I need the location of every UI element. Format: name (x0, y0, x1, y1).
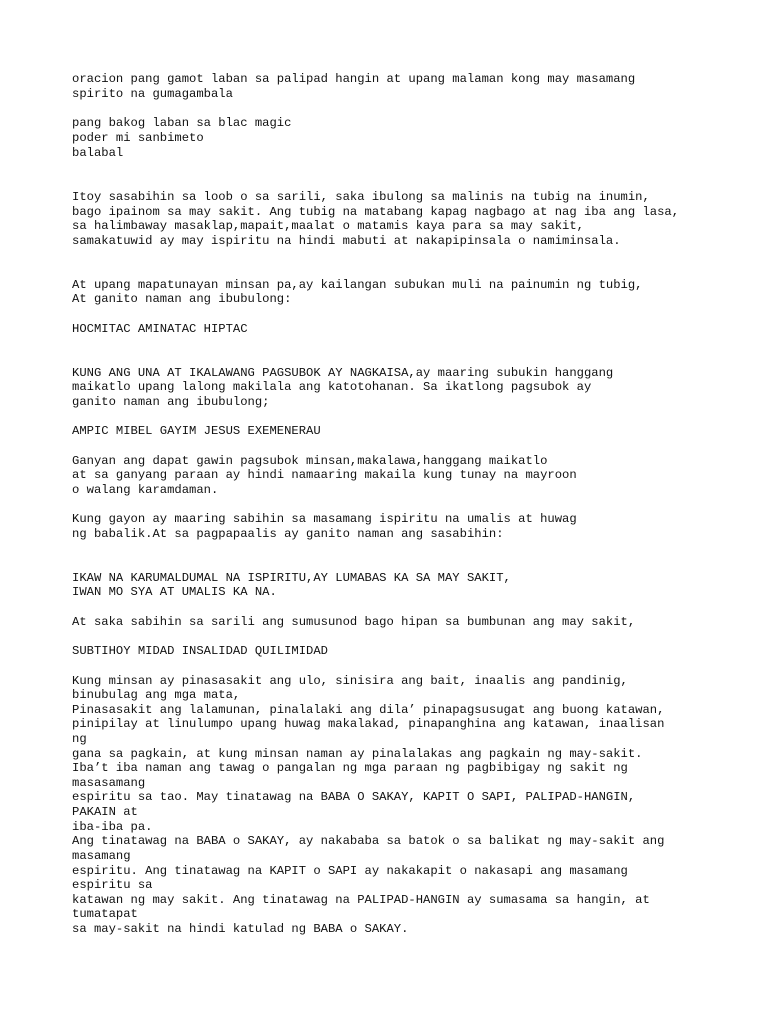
paragraph-line: gana sa pagkain, at kung minsan naman ay pinalalakas ang pagkain ng may-sakit. (72, 747, 643, 761)
paragraph-line: o walang karamdaman. (72, 483, 219, 497)
paragraph-line: Ang tinatawag na BABA o SAKAY, ay nakababa sa batok o sa balikat ng may-sakit ang (72, 834, 665, 848)
paragraph-line: maikatlo upang lalong makilala ang katotohanan. Sa ikatlong pagsubok ay (72, 380, 592, 394)
paragraph-line: At ganito naman ang ibubulong: (72, 292, 292, 306)
paragraph-line: masasamang (72, 776, 146, 790)
paragraph-line: ganito naman ang ibubulong; (72, 395, 270, 409)
intro-line: pang bakog laban sa blac magic (72, 116, 292, 130)
paragraph-line: PAKAIN at (72, 805, 138, 819)
paragraph-line: iba-iba pa. (72, 820, 153, 834)
document-title-line: spirito na gumagambala (72, 87, 233, 101)
command-line: IWAN MO SYA AT UMALIS KA NA. (72, 585, 277, 599)
paragraph-line: bago ipainom sa may sakit. Ang tubig na matabang kapag nagbago at nag iba ang lasa, (72, 205, 680, 219)
chant-line: AMPIC MIBEL GAYIM JESUS EXEMENERAU (72, 424, 321, 438)
paragraph-line: At upang mapatunayan minsan pa,ay kailangan subukan muli na painumin ng tubig, (72, 278, 643, 292)
document-title-line: oracion pang gamot laban sa palipad hangin at upang malaman kong may masamang (72, 72, 636, 86)
paragraph-line: tumatapat (72, 907, 138, 921)
paragraph-line: sa halimbaway masaklap,mapait,maalat o matamis kaya para sa may sakit, (72, 219, 584, 233)
paragraph-line: Pinasasakit ang lalamunan, pinalalaki ang dila’ pinapagsusugat ang buong katawan, (72, 703, 665, 717)
paragraph-line: pinipilay at linulumpo upang huwag makalakad, pinapanghina ang katawan, inaalisan (72, 717, 665, 731)
paragraph-line: Ganyan ang dapat gawin pagsubok minsan,makalawa,hanggang maikatlo (72, 454, 548, 468)
paragraph-line: espiritu sa (72, 878, 153, 892)
chant-line: SUBTIHOY MIDAD INSALIDAD QUILIMIDAD (72, 644, 328, 658)
paragraph-line: Iba’t iba naman ang tawag o pangalan ng mga paraan ng pagbibigay ng sakit ng (72, 761, 628, 775)
paragraph-line: Itoy sasabihin sa loob o sa sarili, saka ibulong sa malinis na tubig na inumin, (72, 190, 650, 204)
paragraph-line: espiritu sa tao. May tinatawag na BABA O SAKAY, KAPIT O SAPI, PALIPAD-HANGIN, (72, 790, 636, 804)
paragraph-line: at sa ganyang paraan ay hindi namaaring makaila kung tunay na mayroon (72, 468, 577, 482)
paragraph-line: ng (72, 732, 87, 746)
paragraph-line: Kung minsan ay pinasasakit ang ulo, sinisira ang bait, inaalis ang pandinig, (72, 674, 628, 688)
intro-line: poder mi sanbimeto (72, 131, 204, 145)
paragraph-line: espiritu. Ang tinatawag na KAPIT o SAPI ay nakakapit o nakasapi ang masamang (72, 864, 628, 878)
paragraph-line: At saka sabihin sa sarili ang sumusunod bago hipan sa bumbunan ang may sakit, (72, 615, 636, 629)
paragraph-line: binubulag ang mga mata, (72, 688, 241, 702)
chant-line: HOCMITAC AMINATAC HIPTAC (72, 322, 248, 336)
intro-line: balabal (72, 146, 124, 160)
paragraph-line: Kung gayon ay maaring sabihin sa masamang ispiritu na umalis at huwag (72, 512, 577, 526)
paragraph-line: masamang (72, 849, 131, 863)
paragraph-line: katawan ng may sakit. Ang tinatawag na PALIPAD-HANGIN ay sumasama sa hangin, at (72, 893, 650, 907)
paragraph-line: samakatuwid ay may ispiritu na hindi mabuti at nakapipinsala o namiminsala. (72, 234, 621, 248)
paragraph-line: sa may-sakit na hindi katulad ng BABA o SAKAY. (72, 922, 409, 936)
paragraph-line: ng babalik.At sa pagpapaalis ay ganito naman ang sasabihin: (72, 527, 504, 541)
paragraph-line: KUNG ANG UNA AT IKALAWANG PAGSUBOK AY NAGKAISA,ay maaring subukin hanggang (72, 366, 614, 380)
command-line: IKAW NA KARUMALDUMAL NA ISPIRITU,AY LUMABAS KA SA MAY SAKIT, (72, 571, 511, 585)
